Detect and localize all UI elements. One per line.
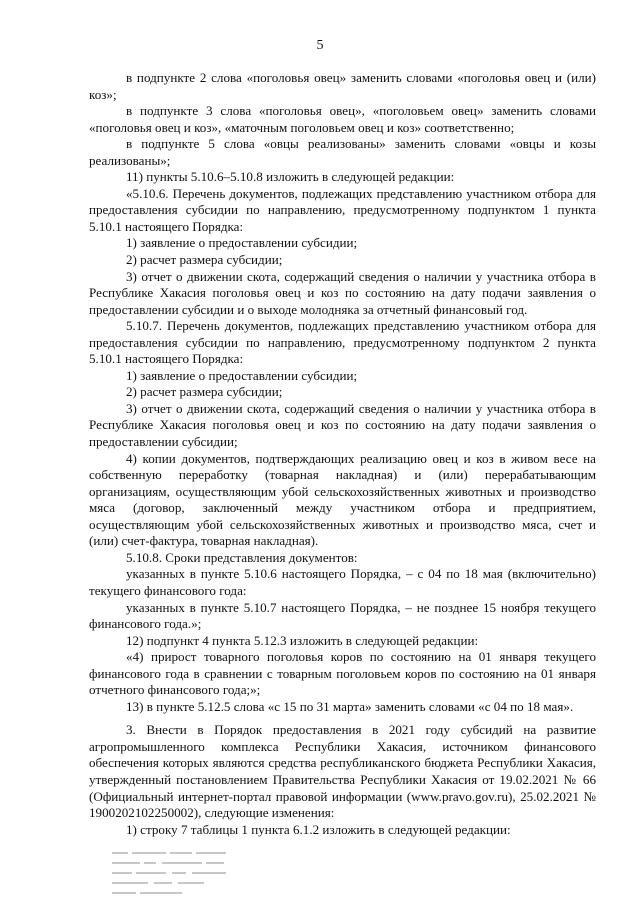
list-item: 1) заявление о предоставлении субсидии; [126,367,358,383]
document-body [89,70,596,838]
paragraph: указанных в пункте 5.10.6 настоящего Порядка, – с 04 по 18 мая (включительно) текущего финансового года: [89,566,596,598]
paragraph: в подпункте 5 слова «овцы реализованы» заменить словами «овцы и козы реализованы»; [89,136,596,168]
paragraph: указанных в пункте 5.10.7 настоящего Порядка, – не позднее 15 ноября текущего финансового года.»; [89,599,596,632]
list-item: 2) расчет размера субсидии; [126,252,283,268]
list-item: 3) отчет о движении скота, содержащий сведения о наличии у участника отбора в Республике Хакасия поголовья овец и коз по состоянию на дату подачи заявления о предоставлении субсидии; [89,400,596,450]
paragraph: 3. Внести в Порядок предоставления в 2021 году субсидий на развитие агропромышленного комплекса Республики Хакасия, источником финансового обеспечения которых являются средства республиканского бюджета Республики Хакасия, утвержденный постановлением Правительства Республики Хакасия от 19.02.2021 № 66 (Официальный интернет-портал правовой информации (www.pravo.gov.ru), 25.02.2021 № 1900202102250002), следующие изменения: [89,722,596,821]
paragraph: «4) прирост товарного поголовья коров по состоянию на 01 января текущего финансового года в сравнении с товарным поголовьем коров по состоянию на 01 января отчетного финансового года;»; [89,649,596,698]
paragraph: 1) строку 7 таблицы 1 пункта 6.1.2 изложить в следующей редакции: [126,821,511,837]
list-item: 4) копии документов, подтверждающих реализацию овец и коз в живом весе на собственную переработку (товарная накладная) и (или) перерабатывающим организациям, осуществляющим убой сельскохозяйственных животных и производство мяса (договор, заключенный между участником отбора и предприятием, осуществляющим убой сельскохозяйственных животных и производство мяса, счет и (или) счет-фактура, товарная накладная). [89,450,596,549]
page-number: 5 [316,38,324,53]
list-item: 3) отчет о движении скота, содержащий сведения о наличии у участника отбора в Республике Хакасия поголовья овец и коз по состоянию на дату подачи заявления о предоставлении субсидии и о выходе молодняка за отчетный финансовый год. [89,268,596,317]
paragraph: 11) пункты 5.10.6–5.10.8 изложить в следующей редакции: [126,169,455,185]
faint-stamp-mark [110,848,232,896]
paragraph: 5.10.7. Перечень документов, подлежащих представлению участником отбора для предоставления субсидии по направлению, предусмотренному подпунктом 2 пункта 5.10.1 настоящего Порядка: [89,318,596,367]
paragraph: в подпункте 3 слова «поголовья овец», «поголовьем овец» заменить словами «поголовья овец и коз», «маточным поголовьем овец и коз» соответственно; [89,103,596,135]
paragraph: «5.10.6. Перечень документов, подлежащих представлению участником отбора для предоставления субсидии по направлению, предусмотренному подпунктом 1 пункта 5.10.1 настоящего Порядка: [89,185,596,234]
list-item: 1) заявление о предоставлении субсидии; [126,235,358,251]
paragraph: в подпункте 2 слова «поголовья овец» заменить словами «поголовья овец и (или) коз»; [89,70,596,102]
list-item: 2) расчет размера субсидии; [126,384,283,400]
paragraph: 12) подпункт 4 пункта 5.12.3 изложить в следующей редакции: [126,632,479,648]
paragraph: 13) в пункте 5.12.5 слова «с 15 по 31 марта» заменить словами «с 04 по 18 мая». [126,698,574,714]
paragraph: 5.10.8. Сроки представления документов: [126,549,358,565]
